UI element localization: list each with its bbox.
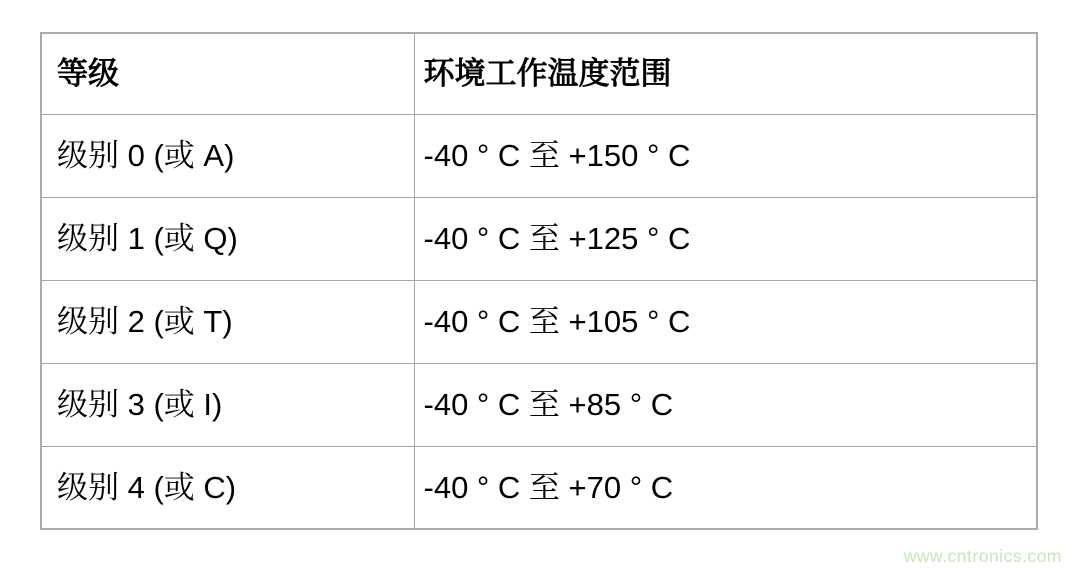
watermark-cntronics: www.cntronics.com xyxy=(903,546,1062,566)
table-header-row xyxy=(41,33,1037,114)
temperature-grade-table xyxy=(40,32,1038,530)
grade-cell: 级别 3 (或 I) xyxy=(41,363,414,446)
grade-cell: 级别 2 (或 T) xyxy=(41,280,414,363)
grade-cell: 级别 0 (或 A) xyxy=(41,114,414,197)
range-cell: -40 ° C 至 +70 ° C xyxy=(414,446,1037,529)
range-cell: -40 ° C 至 +125 ° C xyxy=(414,197,1037,280)
header-temperature-range: 环境工作温度范围 xyxy=(414,33,1037,114)
grade-cell: 级别 4 (或 C) xyxy=(41,446,414,529)
range-cell: -40 ° C 至 +105 ° C xyxy=(414,280,1037,363)
grade-cell: 级别 1 (或 Q) xyxy=(41,197,414,280)
table-row xyxy=(41,363,1037,446)
header-grade: 等级 xyxy=(41,33,414,114)
table-row xyxy=(41,197,1037,280)
table-row xyxy=(41,446,1037,529)
range-cell: -40 ° C 至 +85 ° C xyxy=(414,363,1037,446)
table-row xyxy=(41,114,1037,197)
table-row xyxy=(41,280,1037,363)
range-cell: -40 ° C 至 +150 ° C xyxy=(414,114,1037,197)
